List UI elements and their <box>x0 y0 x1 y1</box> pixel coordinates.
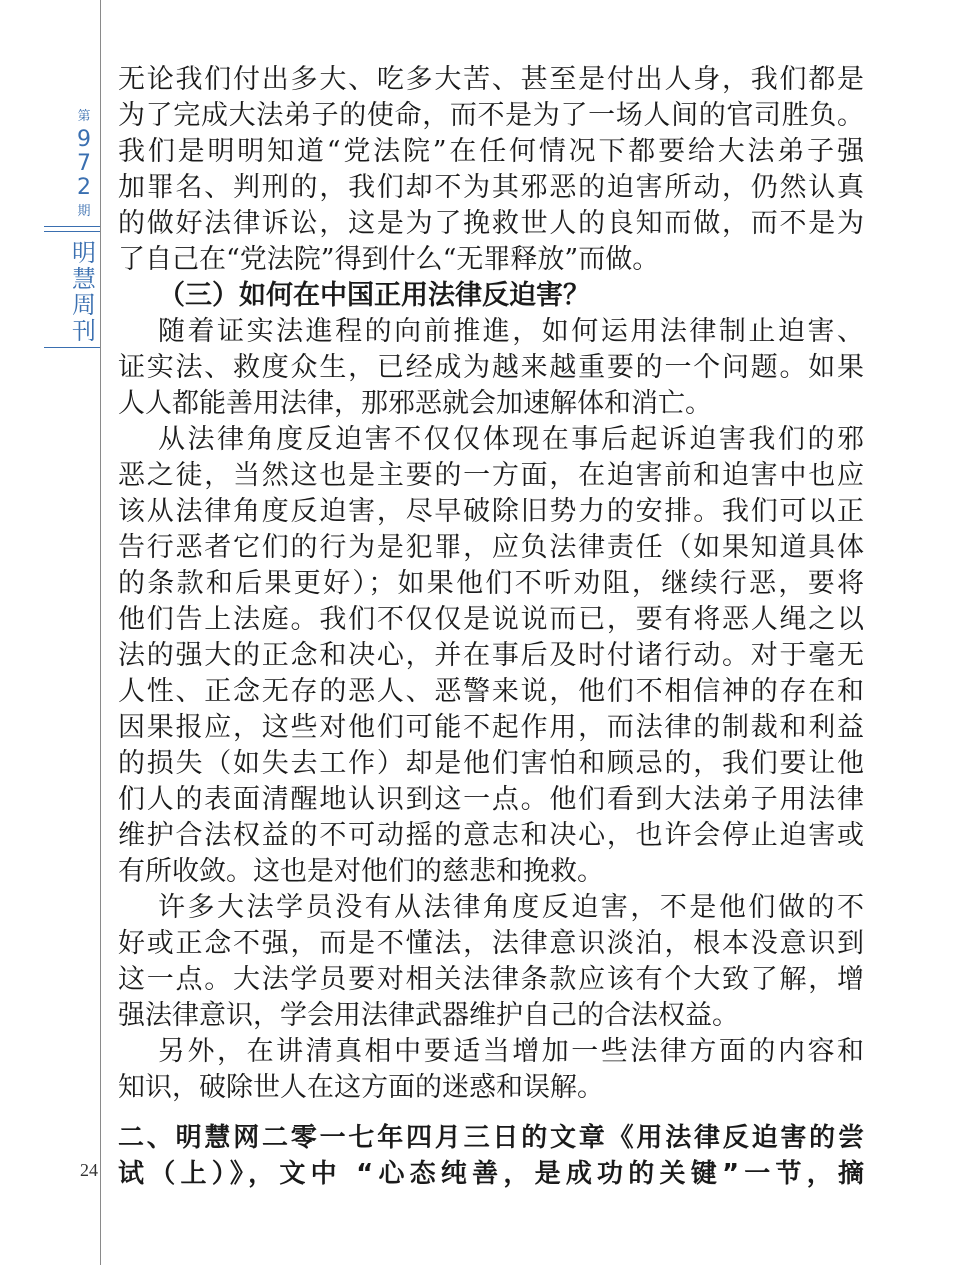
issue-digit: 7 <box>77 151 91 176</box>
issue-suffix: 期 <box>77 204 91 219</box>
sidebar-divider <box>44 231 100 232</box>
text-line: 这一点。大法学员要对相关法律条款应该有个大致了解，增 <box>118 964 864 995</box>
text-line: 我们是明明知道“党法院”在任何情况下都要给大法弟子强 <box>118 136 864 167</box>
text-line: 他们告上法庭。我们不仅仅是说说而已，要有将恶人绳之以 <box>118 604 864 635</box>
text-line: 为了完成大法弟子的使命，而不是为了一场人间的官司胜负。 <box>118 100 864 131</box>
magazine-char: 明 <box>72 239 96 267</box>
section-heading: 试（上）》，文中 “心态纯善，是成功的关键”一节，摘 <box>118 1159 864 1189</box>
sidebar-divider <box>44 226 100 227</box>
text-line: 强法律意识，学会用法律武器维护自己的合法权益。 <box>118 1000 739 1031</box>
text-line: 告行恶者它们的行为是犯罪，应负法律责任（如果知道具体 <box>118 532 864 563</box>
sidebar-divider <box>44 347 100 348</box>
issue-prefix: 第 <box>77 109 91 124</box>
magazine-title <box>72 240 96 344</box>
text-line: 了自己在“党法院”得到什么“无罪释放”而做。 <box>118 244 660 275</box>
text-line: 们人的表面清醒地认识到这一点。他们看到大法弟子用法律 <box>118 784 864 815</box>
magazine-char: 慧 <box>72 265 96 293</box>
text-line: 该从法律角度反迫害，尽早破除旧势力的安排。我们可以正 <box>118 496 864 527</box>
page-number: 24 <box>80 1160 98 1180</box>
text-line: 人性、正念无存的恶人、恶警来说，他们不相信神的存在和 <box>118 676 864 707</box>
margin-rule <box>100 0 101 1265</box>
text-line: 随着证实法進程的向前推進，如何运用法律制止迫害、 <box>158 316 864 347</box>
section-heading: 二、明慧网二零一七年四月三日的文章《用法律反迫害的尝 <box>118 1123 864 1153</box>
text-line: 加罪名、判刑的，我们却不为其邪恶的迫害所动，仍然认真 <box>118 172 864 203</box>
text-line: 人人都能善用法律，那邪恶就会加速解体和消亡。 <box>118 388 712 419</box>
issue-number <box>72 110 96 218</box>
text-line: 另外，在讲清真相中要适当增加一些法律方面的内容和 <box>158 1036 864 1067</box>
text-line: 从法律角度反迫害不仅仅体现在事后起诉迫害我们的邪 <box>158 424 864 455</box>
magazine-char: 刊 <box>72 317 96 345</box>
text-line: 法的强大的正念和决心，并在事后及时付诸行动。对于毫无 <box>118 640 864 671</box>
text-line: 无论我们付出多大、吃多大苦、甚至是付出人身，我们都是 <box>118 64 864 95</box>
text-line: 的条款和后果更好）；如果他们不听劝阻，继续行恶，要将 <box>118 568 864 599</box>
text-line: 好或正念不强，而是不懂法，法律意识淡泊，根本没意识到 <box>118 928 864 959</box>
text-line: 有所收敛。这也是对他们的慈悲和挽救。 <box>118 856 604 887</box>
text-line: 许多大法学员没有从法律角度反迫害，不是他们做的不 <box>158 892 864 923</box>
text-line: 的损失（如失去工作）却是他们害怕和顾忌的，我们要让他 <box>118 748 864 779</box>
magazine-char: 周 <box>72 291 96 319</box>
text-line: 知识，破除世人在这方面的迷惑和误解。 <box>118 1072 604 1103</box>
text-line: 证实法、救度众生，已经成为越来越重要的一个问题。如果 <box>118 352 864 383</box>
issue-digit: 2 <box>77 175 91 200</box>
text-line: 维护合法权益的不可动摇的意志和决心，也许会停止迫害或 <box>118 820 864 851</box>
text-line: 因果报应，这些对他们可能不起作用，而法律的制裁和利益 <box>118 712 864 743</box>
issue-digit: 9 <box>77 127 91 152</box>
section-heading: （三）如何在中国正用法律反迫害？ <box>158 280 590 311</box>
text-line: 恶之徒，当然这也是主要的一方面，在迫害前和迫害中也应 <box>118 460 864 491</box>
article-body <box>118 62 864 1192</box>
text-line: 的做好法律诉讼，这是为了挽救世人的良知而做，而不是为 <box>118 208 864 239</box>
